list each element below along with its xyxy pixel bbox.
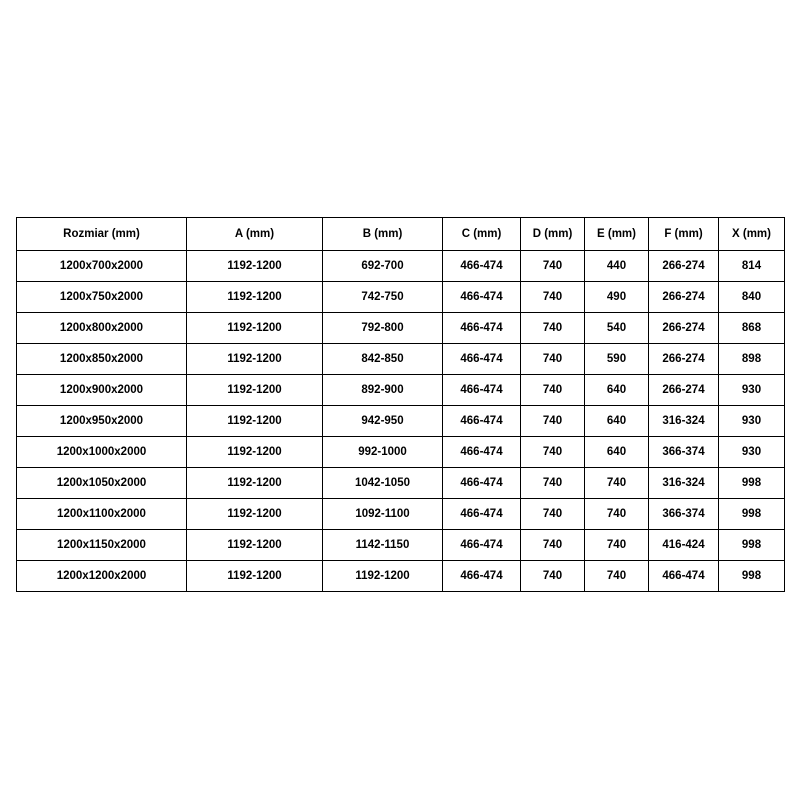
cell-size: 1200x850x2000 — [17, 344, 187, 375]
cell-f: 466-474 — [649, 561, 719, 592]
cell-a: 1192-1200 — [187, 561, 323, 592]
table-row — [17, 406, 785, 437]
cell-size: 1200x1100x2000 — [17, 499, 187, 530]
cell-e: 590 — [585, 344, 649, 375]
table-body — [17, 251, 785, 592]
cell-e: 540 — [585, 313, 649, 344]
table-header-row — [17, 218, 785, 251]
cell-f: 266-274 — [649, 375, 719, 406]
cell-d: 740 — [521, 282, 585, 313]
column-header-b: B (mm) — [323, 218, 443, 251]
cell-x: 930 — [719, 406, 785, 437]
cell-a: 1192-1200 — [187, 530, 323, 561]
cell-b: 842-850 — [323, 344, 443, 375]
cell-d: 740 — [521, 313, 585, 344]
cell-b: 792-800 — [323, 313, 443, 344]
cell-size: 1200x1200x2000 — [17, 561, 187, 592]
cell-f: 366-374 — [649, 437, 719, 468]
cell-b: 1142-1150 — [323, 530, 443, 561]
cell-x: 930 — [719, 437, 785, 468]
column-header-f: F (mm) — [649, 218, 719, 251]
cell-f: 266-274 — [649, 313, 719, 344]
cell-b: 892-900 — [323, 375, 443, 406]
cell-c: 466-474 — [443, 468, 521, 499]
table-row — [17, 499, 785, 530]
cell-f: 266-274 — [649, 282, 719, 313]
table-row — [17, 561, 785, 592]
table-header — [17, 218, 785, 251]
table-row — [17, 530, 785, 561]
cell-e: 490 — [585, 282, 649, 313]
cell-size: 1200x1050x2000 — [17, 468, 187, 499]
cell-e: 740 — [585, 468, 649, 499]
cell-x: 898 — [719, 344, 785, 375]
cell-c: 466-474 — [443, 561, 521, 592]
cell-size: 1200x1000x2000 — [17, 437, 187, 468]
cell-d: 740 — [521, 406, 585, 437]
cell-d: 740 — [521, 468, 585, 499]
cell-d: 740 — [521, 344, 585, 375]
table-row — [17, 282, 785, 313]
cell-d: 740 — [521, 437, 585, 468]
cell-c: 466-474 — [443, 344, 521, 375]
cell-e: 440 — [585, 251, 649, 282]
cell-a: 1192-1200 — [187, 437, 323, 468]
cell-x: 868 — [719, 313, 785, 344]
cell-f: 266-274 — [649, 251, 719, 282]
cell-c: 466-474 — [443, 375, 521, 406]
specification-table-container — [16, 217, 784, 592]
cell-a: 1192-1200 — [187, 406, 323, 437]
cell-f: 316-324 — [649, 468, 719, 499]
cell-x: 840 — [719, 282, 785, 313]
table-row — [17, 344, 785, 375]
cell-c: 466-474 — [443, 282, 521, 313]
cell-f: 316-324 — [649, 406, 719, 437]
cell-a: 1192-1200 — [187, 251, 323, 282]
cell-a: 1192-1200 — [187, 375, 323, 406]
cell-size: 1200x900x2000 — [17, 375, 187, 406]
table-row — [17, 437, 785, 468]
cell-size: 1200x800x2000 — [17, 313, 187, 344]
cell-e: 740 — [585, 530, 649, 561]
column-header-e: E (mm) — [585, 218, 649, 251]
table-row — [17, 468, 785, 499]
cell-x: 998 — [719, 499, 785, 530]
cell-a: 1192-1200 — [187, 499, 323, 530]
cell-c: 466-474 — [443, 251, 521, 282]
cell-e: 640 — [585, 375, 649, 406]
cell-c: 466-474 — [443, 437, 521, 468]
cell-a: 1192-1200 — [187, 313, 323, 344]
cell-e: 640 — [585, 406, 649, 437]
cell-c: 466-474 — [443, 530, 521, 561]
cell-b: 1092-1100 — [323, 499, 443, 530]
column-header-size: Rozmiar (mm) — [17, 218, 187, 251]
cell-d: 740 — [521, 530, 585, 561]
column-header-x: X (mm) — [719, 218, 785, 251]
column-header-d: D (mm) — [521, 218, 585, 251]
cell-b: 692-700 — [323, 251, 443, 282]
column-header-c: C (mm) — [443, 218, 521, 251]
cell-a: 1192-1200 — [187, 344, 323, 375]
cell-f: 266-274 — [649, 344, 719, 375]
cell-e: 740 — [585, 561, 649, 592]
cell-x: 998 — [719, 561, 785, 592]
column-header-a: A (mm) — [187, 218, 323, 251]
cell-b: 742-750 — [323, 282, 443, 313]
cell-c: 466-474 — [443, 313, 521, 344]
cell-d: 740 — [521, 375, 585, 406]
cell-b: 992-1000 — [323, 437, 443, 468]
table-row — [17, 313, 785, 344]
cell-e: 740 — [585, 499, 649, 530]
cell-x: 998 — [719, 468, 785, 499]
cell-a: 1192-1200 — [187, 282, 323, 313]
cell-f: 366-374 — [649, 499, 719, 530]
cell-size: 1200x1150x2000 — [17, 530, 187, 561]
cell-a: 1192-1200 — [187, 468, 323, 499]
cell-f: 416-424 — [649, 530, 719, 561]
cell-x: 998 — [719, 530, 785, 561]
cell-size: 1200x700x2000 — [17, 251, 187, 282]
specification-table — [16, 217, 785, 592]
cell-b: 942-950 — [323, 406, 443, 437]
cell-x: 814 — [719, 251, 785, 282]
cell-size: 1200x750x2000 — [17, 282, 187, 313]
cell-c: 466-474 — [443, 499, 521, 530]
cell-b: 1042-1050 — [323, 468, 443, 499]
cell-c: 466-474 — [443, 406, 521, 437]
cell-d: 740 — [521, 499, 585, 530]
cell-b: 1192-1200 — [323, 561, 443, 592]
cell-size: 1200x950x2000 — [17, 406, 187, 437]
table-row — [17, 251, 785, 282]
cell-d: 740 — [521, 251, 585, 282]
cell-e: 640 — [585, 437, 649, 468]
table-row — [17, 375, 785, 406]
cell-d: 740 — [521, 561, 585, 592]
cell-x: 930 — [719, 375, 785, 406]
